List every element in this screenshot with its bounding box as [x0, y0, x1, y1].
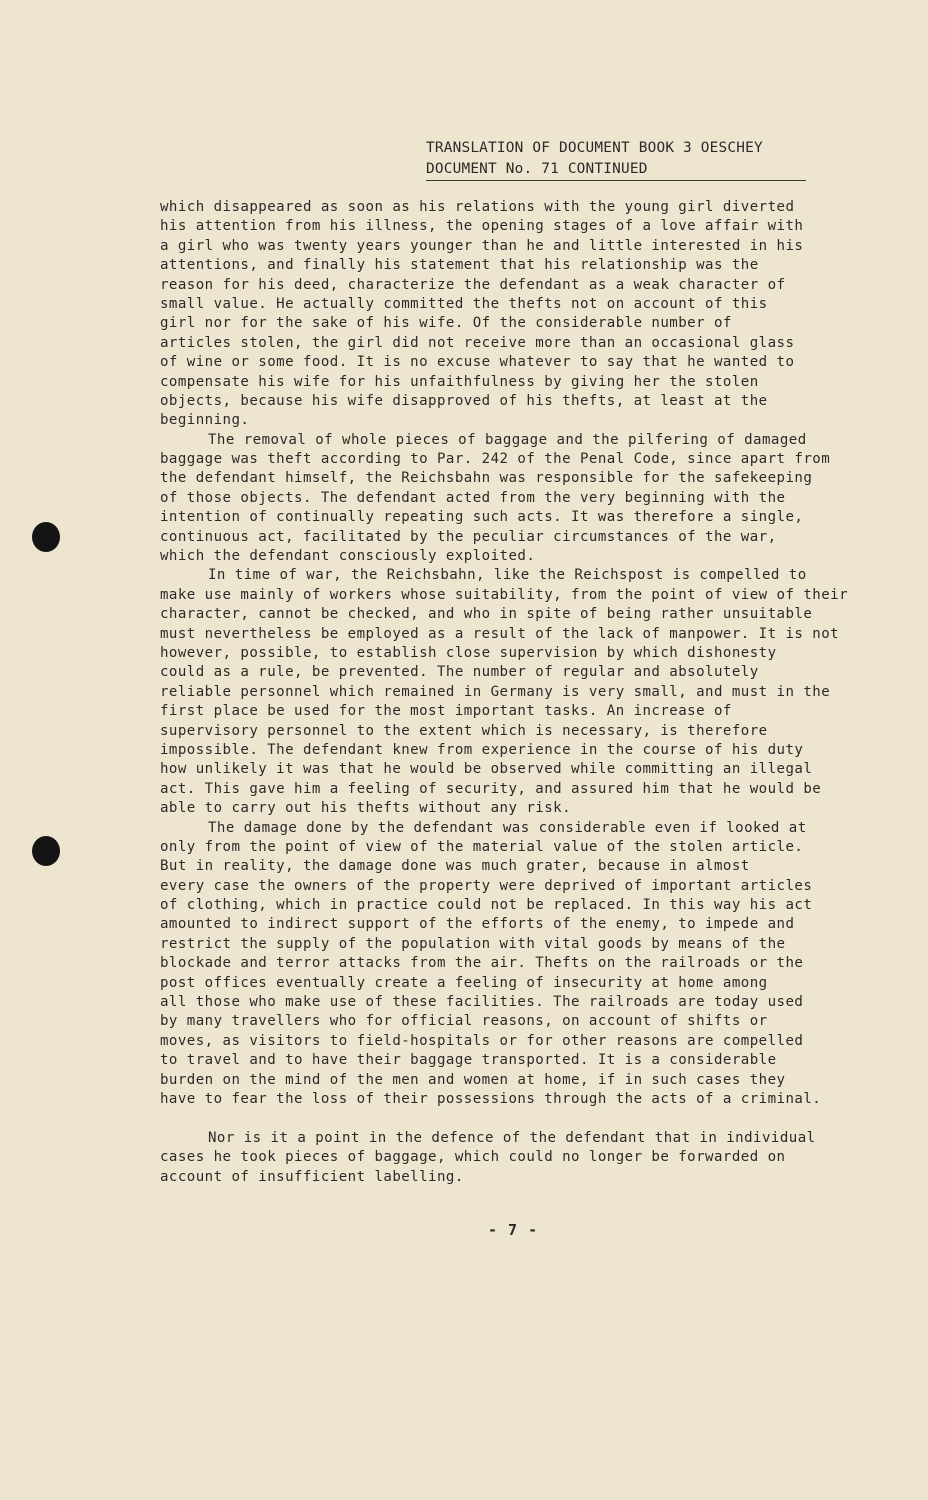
text-line: have to fear the loss of their possessions through the acts of a criminal.: [160, 1090, 822, 1107]
text-line: character, cannot be checked, and who in spite of being rather unsuitable: [160, 606, 813, 623]
text-line: all those who make use of these facilities. The railroads are today used: [160, 994, 804, 1011]
text-line: supervisory personnel to the extent which is necessary, is therefore: [160, 722, 768, 739]
text-line: beginning.: [160, 412, 250, 429]
text-line: reliable personnel which remained in Germany is very small, and must in the: [160, 683, 831, 700]
text-line: moves, as visitors to field-hospitals or for other reasons are compelled: [160, 1032, 804, 1049]
text-line: In time of war, the Reichsbahn, like the Reichspost is compelled to: [208, 567, 807, 584]
paragraph: [160, 1129, 900, 1187]
text-line: attentions, and finally his statement that his relationship was the: [160, 257, 759, 274]
text-line: every case the owners of the property were deprived of important articles: [160, 877, 813, 894]
paragraph-gap: [160, 1109, 900, 1128]
punch-hole: [32, 836, 60, 866]
header-title: TRANSLATION OF DOCUMENT BOOK 3 OESCHEY: [426, 140, 763, 156]
text-line: the defendant himself, the Reichsbahn was responsible for the safekeeping: [160, 470, 813, 487]
text-line: objects, because his wife disapproved of his thefts, at least at the: [160, 392, 768, 409]
text-line: amounted to indirect support of the efforts of the enemy, to impede and: [160, 916, 795, 933]
text-line: must nevertheless be employed as a result of the lack of manpower. It is not: [160, 625, 840, 642]
text-line: small value. He actually committed the thefts not on account of this: [160, 295, 768, 312]
text-line: his attention from his illness, the opening stages of a love affair with: [160, 218, 804, 235]
text-line: by many travellers who for official reasons, on account of shifts or: [160, 1013, 768, 1030]
text-line: burden on the mind of the men and women at home, if in such cases they: [160, 1071, 786, 1088]
text-line: restrict the supply of the population with vital goods by means of the: [160, 935, 786, 952]
text-line: a girl who was twenty years younger than he and little interested in his: [160, 237, 804, 254]
document-body: [160, 198, 900, 1187]
header-document-number: DOCUMENT No. 71 CONTINUED: [426, 159, 806, 181]
text-line: girl nor for the sake of his wife. Of the considerable number of: [160, 315, 732, 332]
text-line: impossible. The defendant knew from experience in the course of his duty: [160, 741, 804, 758]
text-line: account of insufficient labelling.: [160, 1168, 464, 1185]
text-line: of clothing, which in practice could not be replaced. In this way his act: [160, 897, 813, 914]
text-line: compensate his wife for his unfaithfulness by giving her the stolen: [160, 373, 759, 390]
text-line: could as a rule, be prevented. The number of regular and absolutely: [160, 664, 759, 681]
text-line: The damage done by the defendant was considerable even if looked at: [208, 819, 807, 836]
text-line: cases he took pieces of baggage, which could no longer be forwarded on: [160, 1149, 786, 1166]
text-line: which the defendant consciously exploited.: [160, 548, 536, 565]
text-line: able to carry out his thefts without any risk.: [160, 800, 572, 817]
paragraph: [160, 566, 900, 818]
text-line: baggage was theft according to Par. 242 of the Penal Code, since apart from: [160, 451, 831, 468]
text-line: first place be used for the most important tasks. An increase of: [160, 703, 732, 720]
document-header: [426, 138, 826, 181]
paragraph: [160, 431, 900, 567]
text-line: blockade and terror attacks from the air. Thefts on the railroads or the: [160, 955, 804, 972]
text-line: continuous act, facilitated by the peculiar circumstances of the war,: [160, 528, 777, 545]
text-line: to travel and to have their baggage transported. It is a considerable: [160, 1052, 777, 1069]
paragraph: [160, 819, 900, 1110]
text-line: which disappeared as soon as his relations with the young girl diverted: [160, 199, 795, 215]
text-line: how unlikely it was that he would be observed while committing an illegal: [160, 761, 813, 778]
text-line: intention of continually repeating such acts. It was therefore a single,: [160, 509, 804, 526]
punch-hole: [32, 522, 60, 552]
text-line: of those objects. The defendant acted from the very beginning with the: [160, 489, 786, 506]
text-line: articles stolen, the girl did not receive more than an occasional glass: [160, 334, 795, 351]
text-line: only from the point of view of the material value of the stolen article.: [160, 838, 804, 855]
text-line: But in reality, the damage done was much grater, because in almost: [160, 858, 750, 875]
text-line: act. This gave him a feeling of security, and assured him that he would be: [160, 780, 822, 797]
text-line: post offices eventually create a feeling of insecurity at home among: [160, 974, 768, 991]
text-line: reason for his deed, characterize the defendant as a weak character of: [160, 276, 786, 293]
text-line: The removal of whole pieces of baggage and the pilfering of damaged: [208, 431, 807, 448]
text-line: make use mainly of workers whose suitability, from the point of view of their: [160, 586, 849, 603]
page-number: - 7 -: [488, 1221, 539, 1239]
text-line: however, possible, to establish close supervision by which dishonesty: [160, 644, 777, 661]
paragraph: [160, 198, 900, 431]
text-line: Nor is it a point in the defence of the defendant that in individual: [208, 1129, 816, 1146]
text-line: of wine or some food. It is no excuse whatever to say that he wanted to: [160, 354, 795, 371]
